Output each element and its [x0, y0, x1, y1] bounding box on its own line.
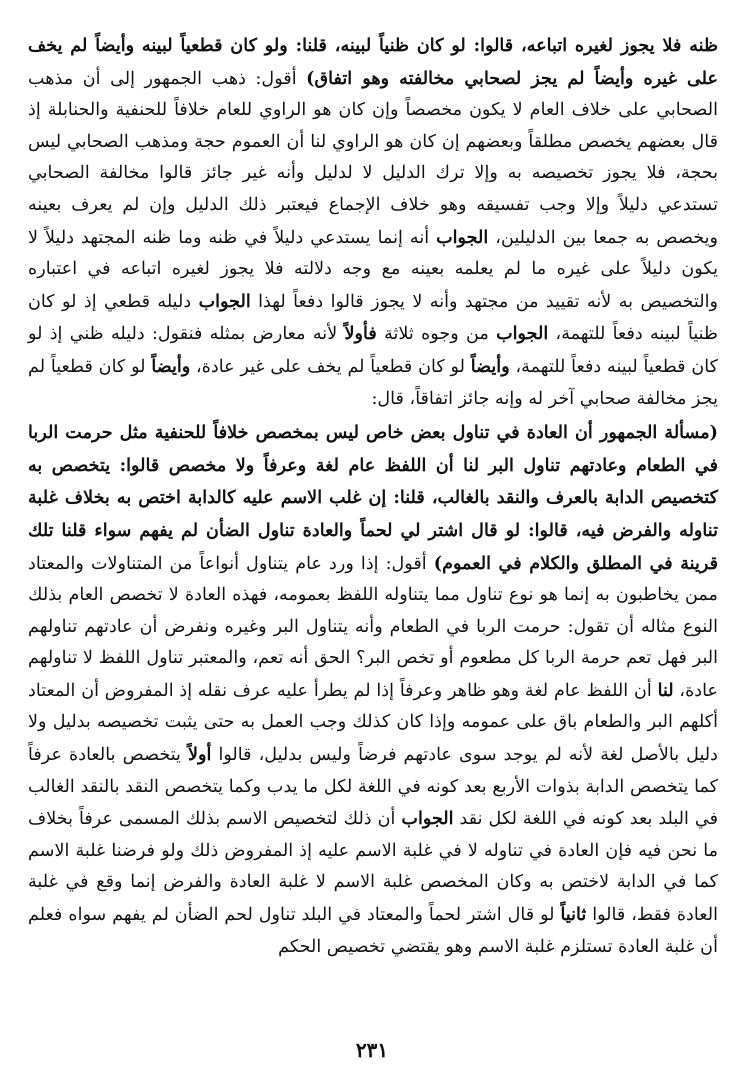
- answer-label-3: الجواب: [496, 323, 549, 345]
- first-objection-label: أولاً: [187, 744, 212, 766]
- section-custom-issue: [28, 417, 718, 963]
- also-text-2: لو كان قطعياً لم يجز مخالفة صحابي آخر له وإنه جائز اتفاقاً، قال:: [28, 356, 718, 409]
- answer-label-1: الجواب: [436, 226, 489, 248]
- answer-label-4: الجواب: [401, 808, 454, 830]
- also-label-2: وأيضاً: [151, 355, 191, 377]
- commentary-text-1: أقول: ذهب الجمهور إلى أن مذهب الصحابي على خلاف العام لا يكون مخصصاً وإن كان هو الراوي للعام خلافاً للحنفية والحنابلة إذ قال بعضهم يخصص مطلقاً وبعضهم إن كان هو الراوي لنا أن العموم حجة ومذهب الصحابي ليس بحجة، فلا يجوز تخصيصه به وإلا ترك الدليل لا لدليل وأنه غير جائز قالوا مخالفة الصحابي تستدعي دليلاً وإلا وجب تفسيقه وهو خلاف الإجماع فيعتبر ذلك الدليل وإن لم يعرف بعينه ويخصص به جمعا بين الدليلين،: [28, 68, 718, 248]
- page-number: ٢٣١: [355, 1038, 389, 1062]
- answer-text-3: من وجوه ثلاثة: [376, 324, 497, 345]
- lana-label: لنا: [657, 679, 674, 701]
- commentary-text-2: أقول: إذا ورد عام يتناول أنواعاً من المتناولات والمعتاد ممن يخاطبون به إنما هو نوع تناول مما يتناوله اللفظ بعمومه، فهذه العادة لا تخصص العام بذلك النوع مثاله أن تقول: حرمت الربا في الطعام وأنه يتناول البر وغيره ونفرض أن عادتهم تناولهم البر فهل تعم حرمة الربا كل مطعوم أو تخص البر؟ الحق أنه تعم، والمعتبر تناول اللفظ لا تناولهم عادة،: [28, 553, 718, 701]
- first-text: لأنه معارض بمثله فنقول: دليله ظني إذ لو كان قطعياً لبينه دفعاً للتهمة،: [28, 324, 719, 377]
- first-label: فأولاً: [344, 323, 377, 345]
- answer-label-2: الجواب: [198, 290, 251, 312]
- first-objection-text: يتخصص بالعادة عرفاً كما يتخصص الدابة بذوات الأربع بعد كونه في اللغة لكل ما يدب وكما يتخصص النقد بالنقد الغالب في البلد بعد كونه في اللغة لكل نقد: [28, 745, 718, 830]
- page-body: [28, 30, 718, 963]
- matn-text-1: ظنه فلا يجوز لغيره اتباعه، قالوا: لو كان ظنياً لبينه، قلنا: ولو كان قطعياً لبينه وأيضاً لم يخف على غيره وأيضاً لم يجز لصحابي مخالفته وهو اتفاق): [28, 35, 718, 89]
- second-objection-text: لو قال اشتر لحماً والمعتاد في البلد تناول لحم الضأن لم يفهم سواه فعلم أن غلبة العادة تستلزم غلبة الاسم وهو يقتضي تخصيص الحكم: [28, 905, 718, 957]
- answer-text-2: دليله قطعي إذ لو كان ظنياً لبينه دفعاً للتهمة،: [28, 291, 718, 345]
- lana-text: أن اللفظ عام لغة وهو ظاهر وعرفاً إذا لم يطرأ عليه عرف نقله إذ المفروض أن المعتاد أكلهم البر والطعام باق على عمومه وإذا كان كذلك وجب العمل به حتى يثبت تخصيصه بدليل ولا دليل بالأصل لغة لأنه لم يوجد سوى عادتهم فرضاً وليس بدليل، قالوا: [28, 680, 718, 766]
- also-label-1: وأيضاً: [470, 355, 510, 377]
- answer-text-1: أنه إنما يستدعي دليلاً في ظنه وما ظنه المجتهد دليلاً لا يكون دليلاً على غيره ما لم يعلمه بعينه مع وجه دلالته فلا يجوز لغيره اتباعه في اعتباره والتخصيص به لأنه تقييد من مجتهد وأنه لا يجوز قالوا دفعاً لهذا: [28, 227, 718, 312]
- answer-text-4: أن ذلك لتخصيص الاسم بذلك المسمى عرفاً بخلاف ما نحن فيه فإن العادة في تناوله لا في غلبة الاسم عليه إذ المفروض ذلك ولو فرضنا غلبة الاسم كما في الدابة لاختص به وكان المخصص غلبة الاسم لا غلبة العادة والفرض إنما وقع في غلبة العادة فقط، قالوا: [28, 809, 718, 926]
- also-text-1: لو كان قطعياً لم يخف على غير عادة،: [190, 356, 471, 377]
- second-objection-label: ثانياً: [560, 904, 587, 926]
- matn-text-2: (مسألة الجمهور أن العادة في تناول بعض خاص ليس بمخصص خلافاً للحنفية مثل حرمت الربا في الطعام وعادتهم تناول البر لنا أن اللفظ عام لغة وعرفاً ولا مخصص قالوا: يتخصص به كتخصيص الدابة بالعرف والنقد بالغالب، قلنا: إن غلب الاسم عليه كالدابة اختص به بخلاف غلبة تناوله والفرض فيه، قالوا: لو قال اشتر لي لحماً والعادة تناول الضأن لم يفهم سواء قلنا تلك قرينة في المطلق والكلام في العموم): [28, 422, 718, 574]
- section-previous-issue: [28, 30, 718, 415]
